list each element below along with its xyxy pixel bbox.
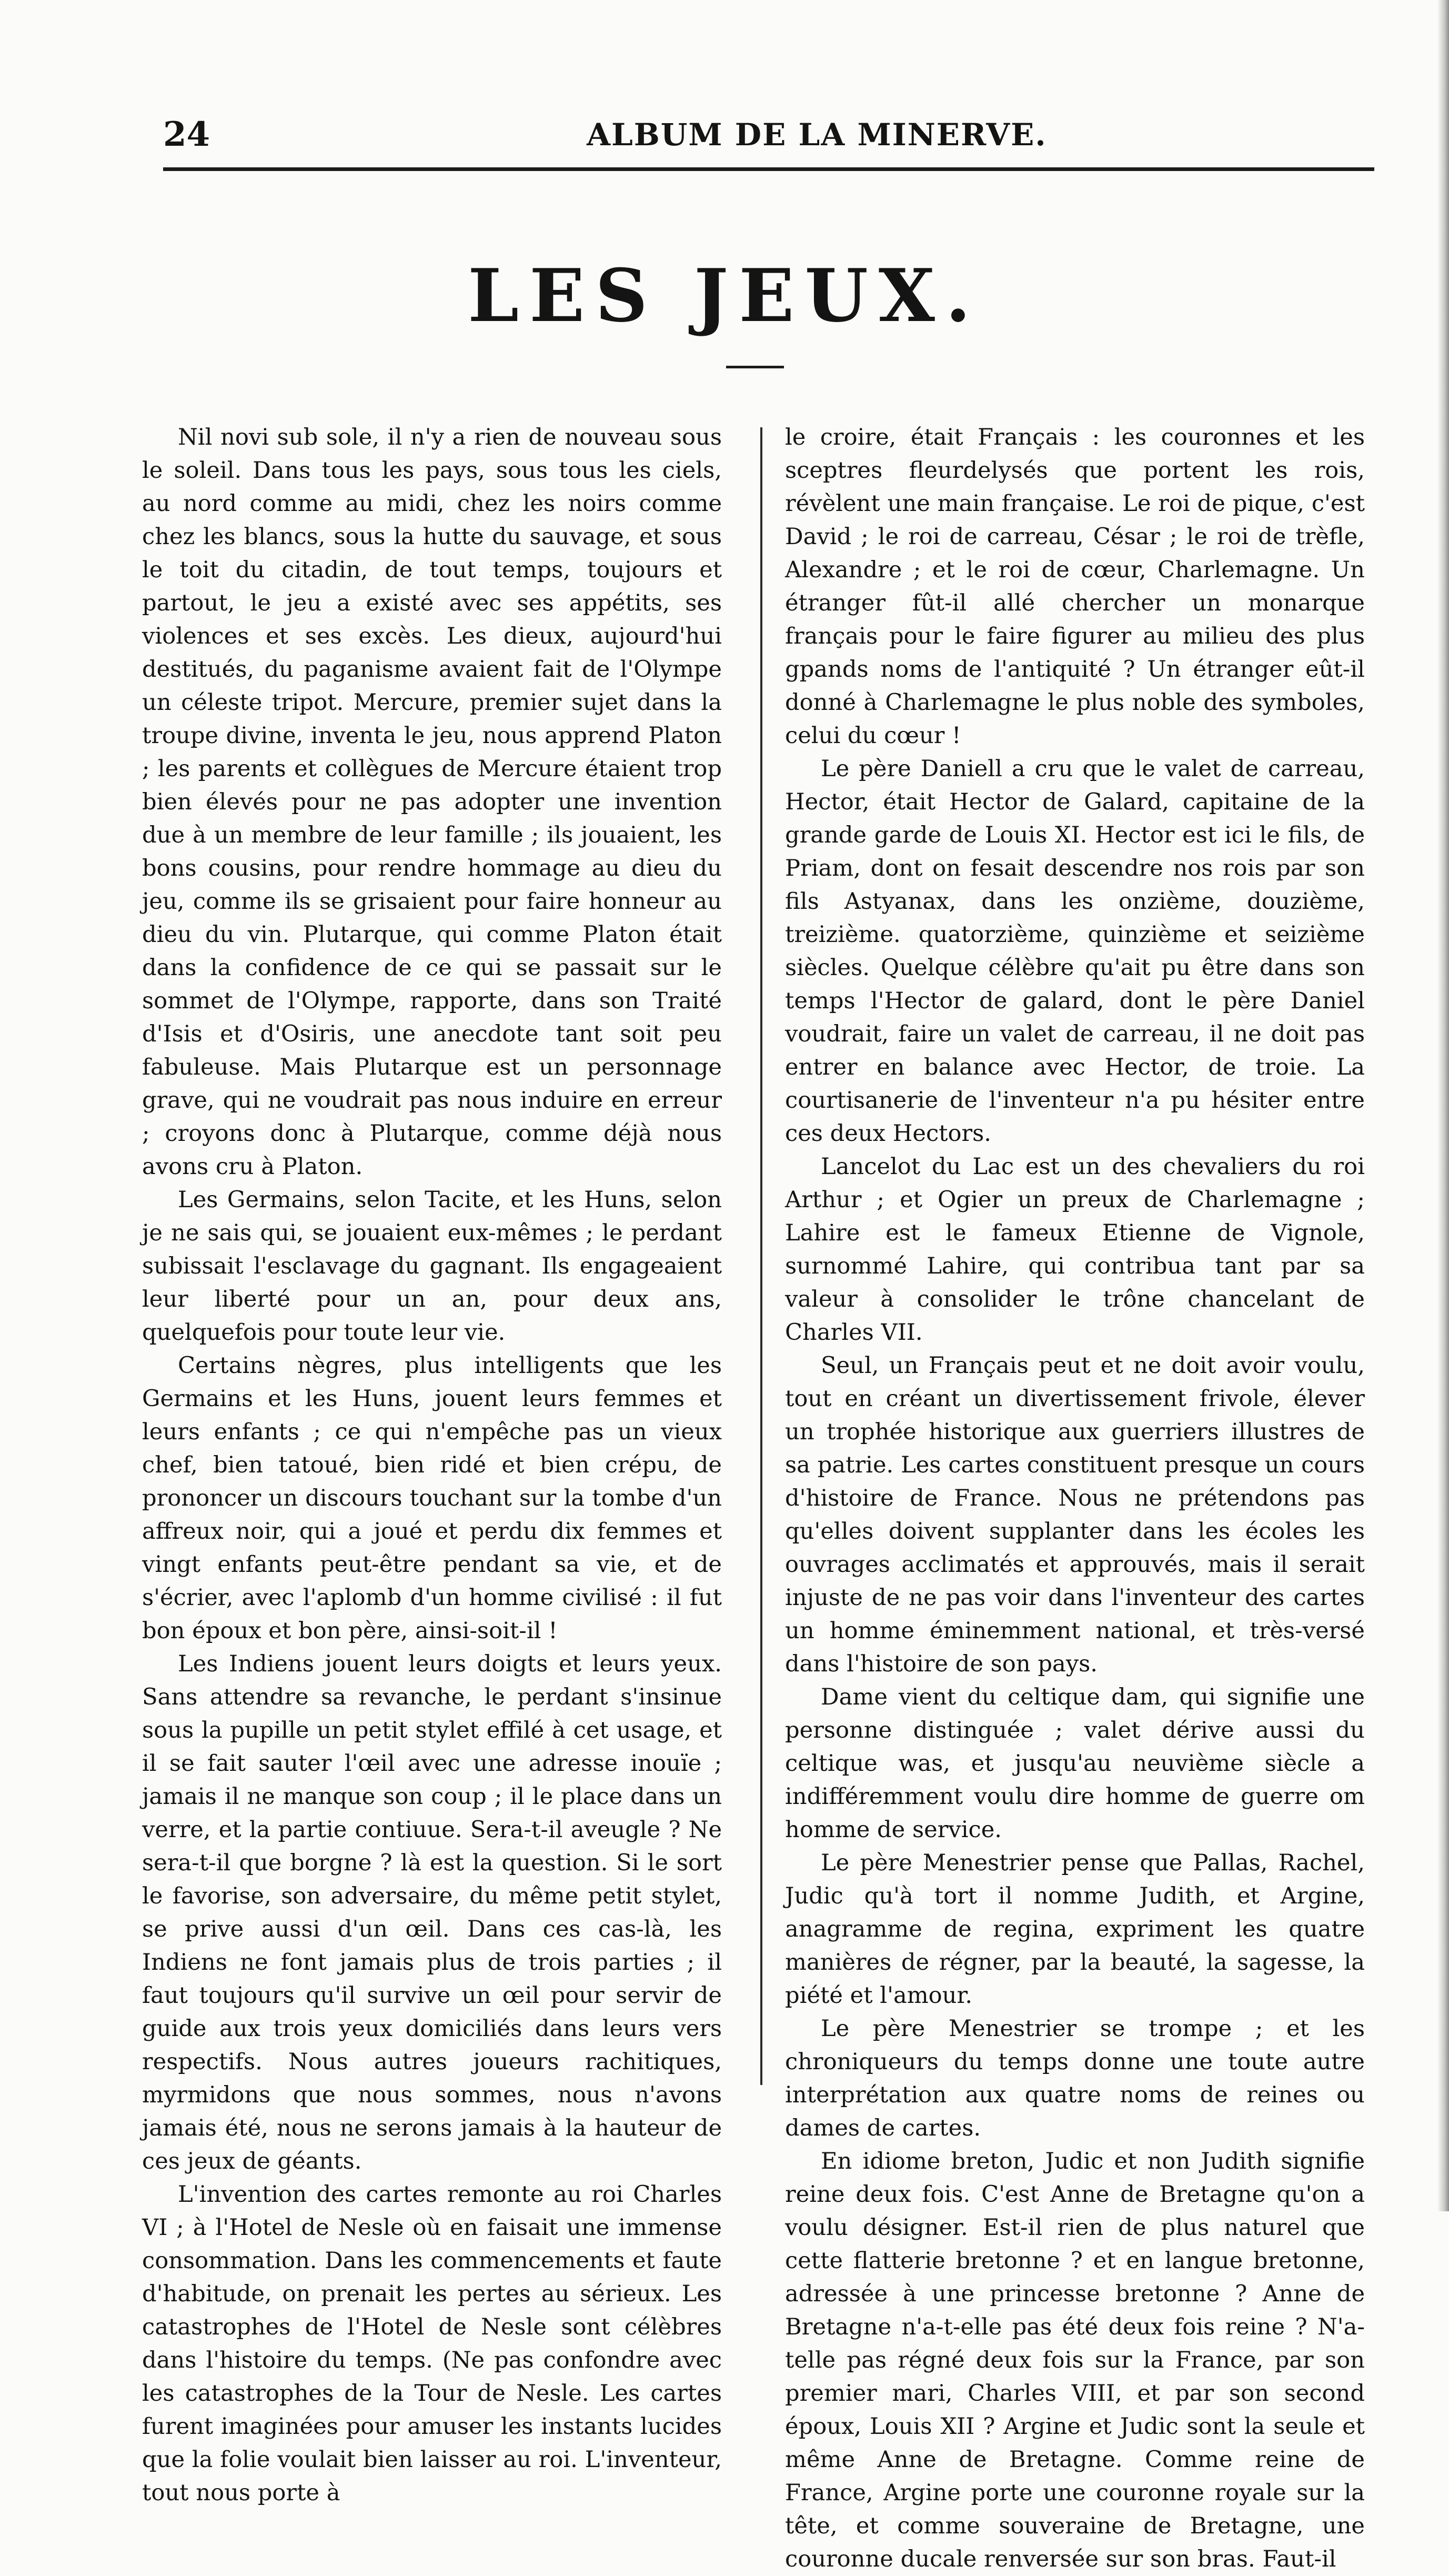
column-divider	[760, 427, 762, 2085]
paragraph: Le père Daniell a cru que le valet de carreau, Hector, était Hector de Galard, capitaine de la grande garde de Louis XI. Hector est ici le fils, de Priam, dont on fesait descendre nos rois par son fils Astyanax, dans les onzième, douzième, treizième. quatorzième, quinzième et seizième siècles. Quelque célèbre qu'ait pu être dans son temps l'Hector de galard, dont le père Daniel voudrait, faire un valet de carreau, il ne doit pas entrer en balance avec Hector, de troie. La courtisanerie de l'inventeur n'a pu hésiter entre ces deux Hectors.	[785, 756, 1365, 1147]
title-rule	[726, 366, 784, 368]
paragraph: L'invention des cartes remonte au roi Charles VI ; à l'Hotel de Nesle où en faisait une immense consommation. Dans les commencements et faute d'habitude, on prenait les pertes au sérieux. Les catastrophes de l'Hotel de Nesle sont célèbres dans l'histoire du temps. (Ne pas confondre avec les catastrophes de la Tour de Nesle. Les cartes furent imaginées pour amuser les instants lucides que la folie voulait bien laisser au roi. L'inventeur, tout nous porte à	[142, 2181, 722, 2506]
paragraph: Le père Menestrier se trompe ; et les chroniqueurs du temps donne une toute autre interprétation aux quatre noms de reines ou dames de cartes.	[785, 2016, 1365, 2141]
paragraph: Certains nègres, plus intelligents que les Germains et les Huns, jouent leurs femmes et leurs enfants ; ce qui n'empêche pas un vieux chef, bien tatoué, bien ridé et bien crépu, de prononcer un discours touchant sur la tombe d'un affreux noir, qui a joué et perdu dix femmes et vingt enfants peut-être pendant sa vie, et de s'écrier, avec l'aplomb d'un homme civilisé : il fut bon époux et bon père, ainsi-soit-il !	[142, 1352, 722, 1644]
left-column	[142, 421, 722, 2506]
paragraph: Le père Menestrier pense que Pallas, Rachel, Judic qu'à tort il nomme Judith, et Argine, anagramme de regina, expriment les quatre manières de régner, par la beauté, la sagesse, la piété et l'amour.	[785, 1850, 1365, 2009]
right-column	[785, 421, 1365, 2572]
paragraph: En idiome breton, Judic et non Judith signifie reine deux fois. C'est Anne de Bretagne qu'on a voulu désigner. Est-il rien de plus naturel que cette flatterie bretonne ? et en langue bretonne, adressée à une princesse bretonne ? Anne de Bretagne n'a-t-elle pas été deux fois reine ? N'a-telle pas régné deux fois sur la France, par son premier mari, Charles VIII, et par son second époux, Louis XII ? Argine et Judic sont la seule et même Anne de Bretagne. Comme reine de France, Argine porte une couronne royale sur la tête, et comme souveraine de Bretagne, une couronne ducale renversée sur son bras. Faut-il	[785, 2148, 1365, 2572]
header-rule	[163, 167, 1374, 171]
paragraph: Nil novi sub sole, il n'y a rien de nouveau sous le soleil. Dans tous les pays, sous tous les ciels, au nord comme au midi, chez les noirs comme chez les blancs, sous la hutte du sauvage, et sous le toit du citadin, de tout temps, toujours et partout, le jeu a existé avec ses appétits, ses violences et ses excès. Les dieux, aujourd'hui destitués, du paganisme avaient fait de l'Olympe un céleste tripot. Mercure, premier sujet dans la troupe divine, inventa le jeu, nous apprend Platon ; les parents et collègues de Mercure étaient trop bien élevés pour ne pas adopter une invention due à un membre de leur famille ; ils jouaient, les bons cousins, pour rendre hommage au dieu du jeu, comme ils se grisaient pour faire honneur au dieu du vin. Plutarque, qui comme Platon était dans la confidence de ce qui se passait sur le sommet de l'Olympe, rapporte, dans son Traité d'Isis et d'Osiris, une anecdote tant soit peu fabuleuse. Mais Plutarque est un personnage grave, qui ne voudrait pas nous induire en erreur ; croyons donc à Plutarque, comme déjà nous avons cru à Platon.	[142, 424, 722, 1180]
page-header	[163, 115, 1374, 162]
paragraph: le croire, était Français : les couronnes et les sceptres fleurdelysés que portent les rois, révèlent une main française. Le roi de pique, c'est David ; le roi de carreau, César ; le roi de trèfle, Alexandre ; et le roi de cœur, Charlemagne. Un étranger fût-il allé chercher un monarque français pour le faire figurer au milieu des plus gpands noms de l'antiquité ? Un étranger eût-il donné à Charlemagne le plus noble des symboles, celui du cœur !	[785, 424, 1365, 749]
page-edge	[1437, 0, 1449, 2211]
paragraph: Dame vient du celtique dam, qui signifie une personne distinguée ; valet dérive aussi du celtique was, et jusqu'au neuvième siècle a indifféremment voulu dire homme de guerre om homme de service.	[785, 1684, 1365, 1843]
article-title: LES JEUX.	[468, 253, 981, 338]
paragraph: Les Indiens jouent leurs doigts et leurs yeux. Sans attendre sa revanche, le perdant s'insinue sous la pupille un petit stylet effilé à cet usage, et il se fait sauter l'œil avec une adresse inouïe ; jamais il ne manque son coup ; il le place dans un verre, et la partie contiuue. Sera-t-il aveugle ? Ne sera-t-il que borgne ? là est la question. Si le sort le favorise, son adversaire, du même petit stylet, se prive aussi d'un œil. Dans ces cas-là, les Indiens ne font jamais plus de trois parties ; il faut toujours qu'il survive un œil pour servir de guide aux trois yeux domiciliés dans leurs vers respectifs. Nous autres joueurs rachitiques, myrmidons que nous sommes, nous n'avons jamais été, nous ne serons jamais à la hauteur de ces jeux de géants.	[142, 1651, 722, 2174]
paragraph: Les Germains, selon Tacite, et les Huns, selon je ne sais qui, se jouaient eux-mêmes ; le perdant subissait l'esclavage du gagnant. Ils engageaient leur liberté pour un an, pour deux ans, quelquefois pour toute leur vie.	[142, 1187, 722, 1346]
paragraph: Seul, un Français peut et ne doit avoir voulu, tout en créant un divertissement frivole, élever un trophée historique aux guerriers illustres de sa patrie. Les cartes constituent presque un cours d'histoire de France. Nous ne prétendons pas qu'elles doivent supplanter dans les écoles les ouvrages acclimatés et approuvés, mais il serait injuste de ne pas voir dans l'inventeur des cartes un homme éminemment national, et très-versé dans l'histoire de son pays.	[785, 1352, 1365, 1677]
running-head: ALBUM DE LA MINERVE.	[587, 117, 1047, 153]
page-number: 24	[163, 115, 210, 154]
paragraph: Lancelot du Lac est un des chevaliers du roi Arthur ; et Ogier un preux de Charlemagne ; Lahire est le fameux Etienne de Vignole, surnommé Lahire, qui contribua tant par sa valeur à consolider le trône chancelant de Charles VII.	[785, 1154, 1365, 1346]
